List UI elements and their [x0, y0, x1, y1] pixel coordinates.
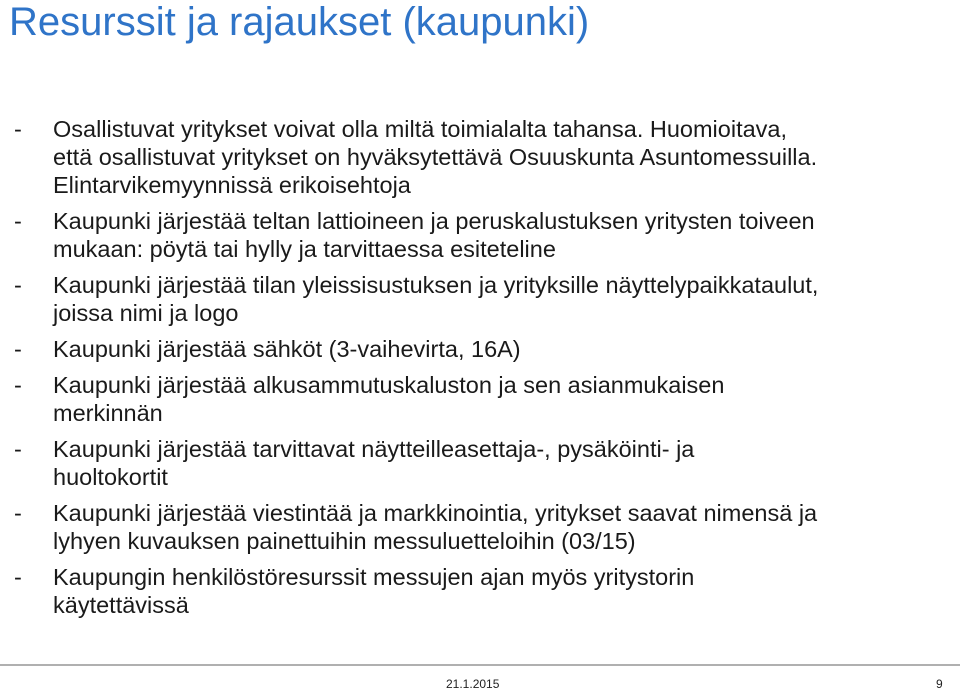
bullet-line: Osallistuvat yritykset voivat olla miltä toimialalta tahansa. Huomioitava, — [53, 116, 788, 142]
bullet-line: joissa nimi ja logo — [53, 300, 239, 326]
bullet-dash: - — [14, 272, 22, 298]
bullet-line: mukaan: pöytä tai hylly ja tarvittaessa esiteteline — [53, 236, 556, 262]
bullet-dash: - — [14, 500, 22, 526]
bullet-line: Kaupunki järjestää teltan lattioineen ja peruskalustuksen yritysten toiveen — [53, 208, 815, 234]
bullet-dash: - — [14, 372, 22, 398]
bullet-dash: - — [14, 436, 22, 462]
slide-title: Resurssit ja rajaukset (kaupunki) — [9, 0, 590, 44]
bullet-line: merkinnän — [53, 400, 163, 426]
bullet-dash: - — [14, 564, 22, 590]
bullet-line: käytettävissä — [53, 592, 189, 618]
bullet-line: Kaupunki järjestää sähköt (3-vaihevirta, 16A) — [53, 336, 521, 362]
bullet-dash: - — [14, 116, 22, 142]
bullet-line: Kaupungin henkilöstöresurssit messujen ajan myös yritystorin — [53, 564, 695, 590]
page-number: 9 — [936, 677, 943, 691]
footer-date: 21.1.2015 — [446, 677, 500, 691]
bullet-dash: - — [14, 208, 22, 234]
bullet-line: Kaupunki järjestää tarvittavat näytteilleasettaja-, pysäköinti- ja — [53, 436, 695, 462]
bullet-line: Elintarvikemyynnissä erikoisehtoja — [53, 172, 411, 198]
bullet-dash: - — [14, 336, 22, 362]
bullet-line: lyhyen kuvauksen painettuihin messuluetteloihin (03/15) — [53, 528, 636, 554]
bullet-line: Kaupunki järjestää tilan yleissisustuksen ja yrityksille näyttelypaikkataulut, — [53, 272, 819, 298]
footer-divider — [0, 664, 960, 666]
bullet-line: Kaupunki järjestää viestintää ja markkinointia, yritykset saavat nimensä ja — [53, 500, 818, 526]
bullet-line: huoltokortit — [53, 464, 168, 490]
bullet-line: että osallistuvat yritykset on hyväksytettävä Osuuskunta Asuntomessuilla. — [53, 144, 818, 170]
bullet-line: Kaupunki järjestää alkusammutuskaluston ja sen asianmukaisen — [53, 372, 725, 398]
